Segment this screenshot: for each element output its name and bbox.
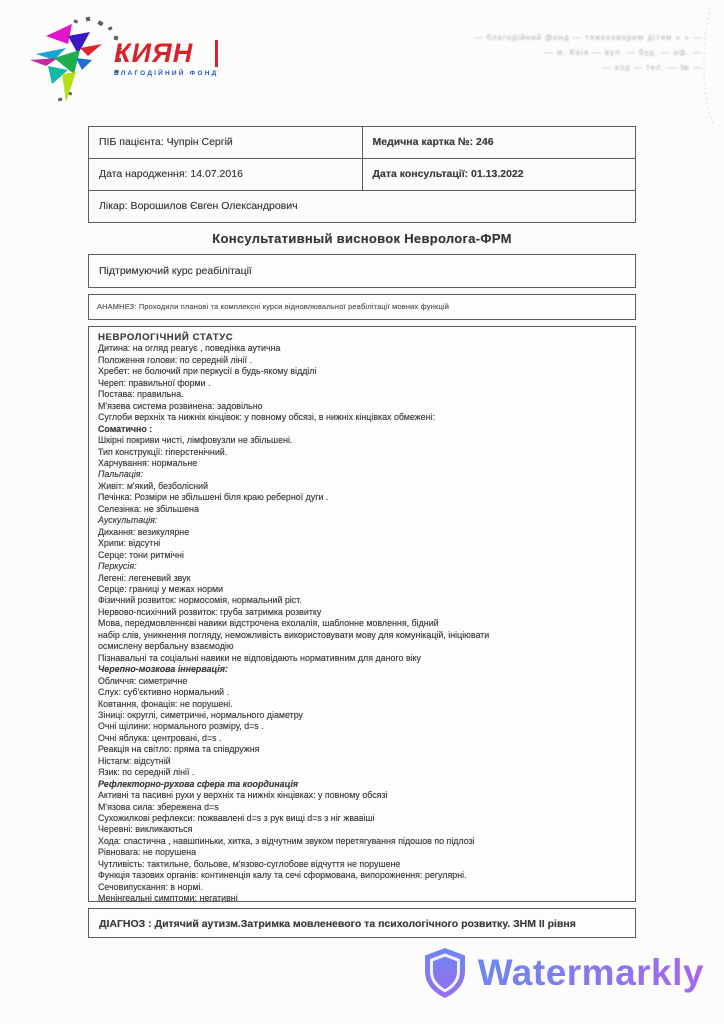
neuro-status-line: Черевні: викликаються [98,824,193,835]
neuro-status-line: набір слів, уникнення погляду, неможливість використовувати мову для комунікацій, ініціювати [98,629,490,640]
neuro-status-line: Перкусія: [98,561,137,572]
document-title: Консультативный висновок Невролога-ФРМ [212,231,512,246]
neuro-status-line: Черепно-мозкова іннервація: [98,664,228,675]
scan-edge-artifact [690,6,716,126]
neuro-status-line: М'язова сила: збережена d=s [98,801,219,812]
neuro-status-line: Аускультація: [98,515,158,526]
kyan-logo-subtitle: БЛАГОДІЙНИЙ ФОНД [114,70,219,77]
neuro-status-line: Обличчя: симетричне [98,675,188,686]
medical-card-cell: Медична картка №: 246 [362,127,636,159]
kyan-fund-logo [28,14,278,106]
neuro-status-line: Пальпація: [98,469,144,480]
neuro-status-line: Фізичний розвиток: нормосомія, нормальний ріст. [98,595,302,606]
neuro-status-line: Рефлекторно-рухова сфера та координація [98,778,299,789]
neuro-status-line: Зіниці: округлі, симетричні, нормального діаметру [98,709,303,720]
neuro-status-line: Хода: спастична , навшпиньки, хитка, з відчутним звуком перетягування підошов по підлозі [98,835,475,846]
neuro-status-line: Хрипи: відсутні [98,538,161,549]
neuro-status-line: Сечовипускання: в нормі. [98,881,203,892]
doctor-cell: Лікар: Ворошилов Євген Олександрович [89,191,636,223]
consult-date-cell: Дата консультації: 01.13.2022 [362,159,636,191]
table-row [89,127,636,159]
neuro-status-line: Шкірні покриви чисті, лімфовузли не збільшені. [98,435,293,446]
neuro-status-line: Активні та пасивні рухи у верхніх та нижніх кінцівках: у повному обсязі [98,790,388,801]
neuro-status-line: Реакція на світло: пряма та співдружня [98,744,260,755]
page-header [0,0,724,118]
neuro-status-box [88,326,636,902]
neuro-status-line: Тип конструкції: гіперстенічний. [98,446,228,457]
neuro-status-line: Очні яблука: центровані, d=s . [98,732,222,743]
table-row [89,159,636,191]
neuro-status-line: НЕВРОЛОГІЧНИЙ СТАТУС [98,332,234,343]
neuro-status-line: Нервово-психічний розвиток: груба затримка розвитку [98,606,322,617]
neuro-status-line: Ністагм: відсутній [98,755,171,766]
neuro-status-line: Соматично : [98,423,153,434]
neuro-status-line: Легені: легеневий звук [98,572,191,583]
neuro-status-line: Печінка: Розміри не збільшені біля краю реберної дуги . [98,492,329,503]
neuro-status-line: Серце: тони ритмічні [98,549,184,560]
neuro-status-line: Дитина: на огляд реагує , поведінка аутична [98,343,281,354]
patient-name-cell: ПІБ пацієнта: Чупрін Сергій [89,127,363,159]
neuro-status-line: осмислену вербальну взаємодію [98,641,234,652]
neuro-status-line: Ковтання, фонація: не порушені. [98,698,233,709]
neuro-status-line: Мова, передмовленнєві навики відстрочена ехолалія, шаблонне мовлення, бідний [98,618,439,629]
neuro-status-line: Харчування: нормальне [98,457,198,468]
neuro-status-line: Рівновага: не порушена [98,847,197,858]
neuro-status-line: Постава: правильна. [98,389,184,400]
neuro-status-line: Живіт: м'який, безболісний [98,480,209,491]
neuro-status-line: Язик: по середній лінії . [98,767,195,778]
neuro-status-line: Селезінка: не збільшена [98,503,199,514]
neuro-status-line: Хребет: не болючий при перкусії в будь-якому відділі [98,366,317,377]
watermarkly-watermark [422,944,704,1002]
anamnesis-box: АНАМНЕЗ: Проходили планові та комплексні курси відновлювальної реабілітації мовних функцій [88,294,636,320]
document-body [88,126,636,938]
neuro-status-line: Серце: границі у межах норми [98,583,224,594]
rehab-course-box: Підтримуючий курс реабілітації [88,254,636,288]
birth-date-cell: Дата народження: 14.07.2016 [89,159,363,191]
watermark-text: Watermarkly [477,952,704,993]
neuro-status-line: Функція тазових органів: континенція калу та сечі сформована, випорожнення: регулярні. [98,870,467,881]
kyan-logo-text: КИЯН [114,40,218,67]
fund-address-faint-text: — благодійний фонд — тяжкохворим дітям « » — — м. Київ — вул. — буд. — оф. — — код — тел. — № — [474,33,702,72]
neuro-status-line: Пізнавальні та соціальні навики не відповідають нормативним для даного віку [98,652,421,663]
shield-icon [422,947,468,999]
neuro-status-line: Череп: правильної форми . [98,377,211,388]
neuro-status-line: Чутливість: тактильне, больове, м'язово-суглобове відчуття не порушене [98,858,401,869]
neuro-status-line: Слух: суб'єктивно нормальний . [98,687,230,698]
neuro-status-line: Положення голови: по середній лінії . [98,354,252,365]
neuro-status-line: Суглоби верхніх та нижніх кінцівок: у повному обсязі, в нижніх кінцівках обмежені: [98,412,435,423]
neuro-status-line: Сухожилкові рефлекси: пожвавлені d=s з рук вищі d=s з ніг жвавіші [98,813,375,824]
neuro-status-line: Очні щілини: нормального розміру, d=s . [98,721,264,732]
patient-info-table [88,126,636,223]
neuro-status-line: Дихання: везикулярне [98,526,190,537]
diagnosis-box: ДІАГНОЗ : Дитячий аутизм.Затримка мовленевого та психологічного розвитку. ЗНМ II рівня [88,908,636,938]
neuro-status-line: М'язева система розвинена: задовільно [98,400,263,411]
neuro-status-line: Менінгеальні симптоми: негативні [98,893,238,904]
logo-stamp-text: · · · · · · · · · · · · · · · · · · [206,43,244,68]
table-row [89,191,636,223]
